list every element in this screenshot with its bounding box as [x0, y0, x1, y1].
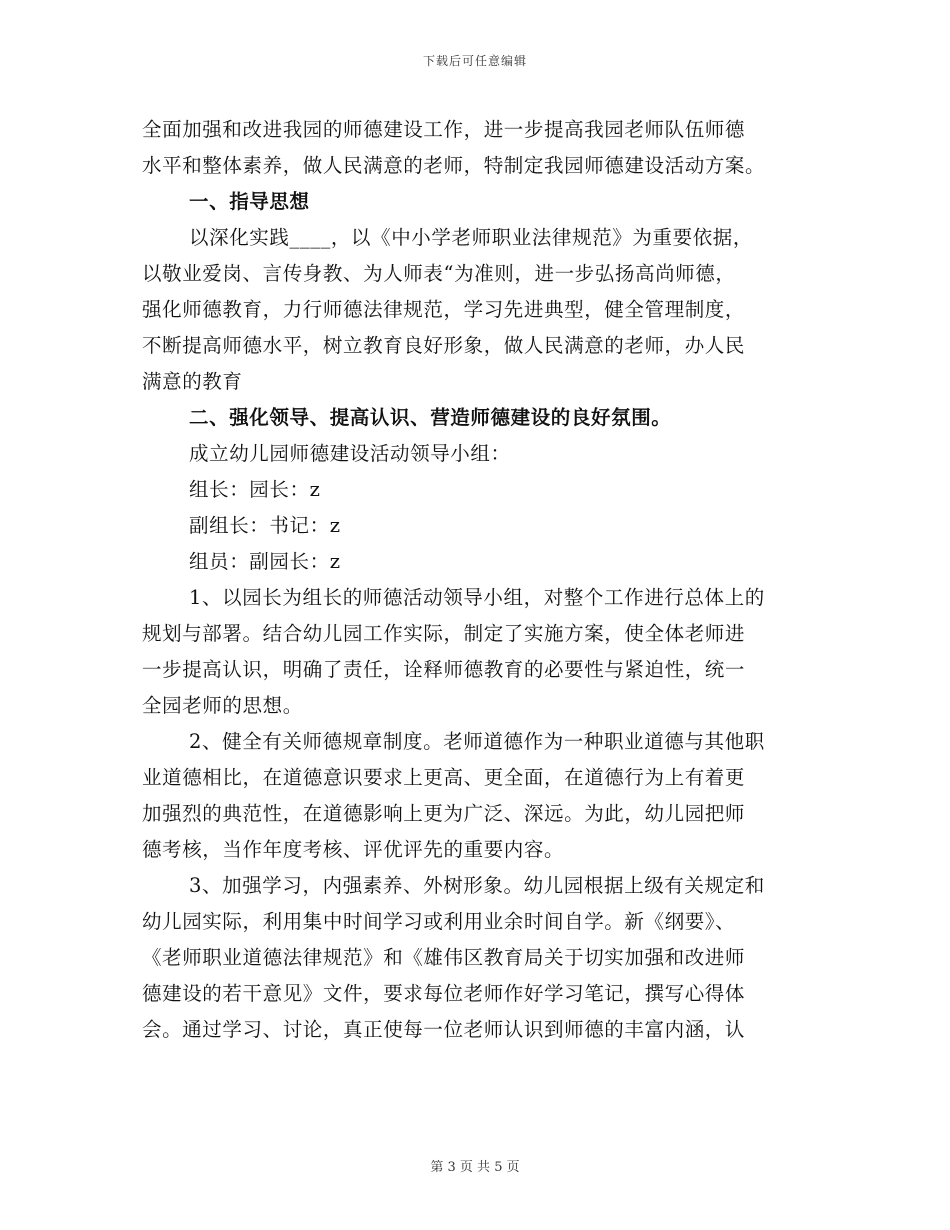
- text-line: 以深化实践____，以《中小学老师职业法律规范》为重要依据，: [189, 226, 754, 249]
- text-line: 业道德相比，在道德意识要求上更高、更全面，在道德行为上有着更: [142, 766, 746, 789]
- text-line: 一步提高认识，明确了责任，诠释师德教育的必要性与紧迫性，统一: [142, 658, 746, 681]
- text-line: 以敬业爱岗、言传身教、为人师表“为准则，进一步弘扬高尚师德，: [142, 262, 736, 285]
- text-line: 规划与部署。结合幼儿园工作实际，制定了实施方案，使全体老师进: [142, 622, 746, 645]
- document-body: [142, 112, 810, 1048]
- text-line: 组长：园长：z: [189, 478, 321, 501]
- text-line: 1、以园长为组长的师德活动领导小组，对整个工作进行总体上的: [189, 586, 765, 609]
- page-header: 下载后可任意编辑: [422, 54, 527, 68]
- text-line: 组员：副园长：z: [189, 550, 341, 573]
- text-line: 3、加强学习，内强素养、外树形象。幼儿园根据上级有关规定和: [189, 874, 765, 897]
- text-line: 《老师职业道德法律规范》和《雄伟区教育局关于切实加强和改进师: [142, 946, 746, 969]
- text-line: 全面加强和改进我园的师德建设工作，进一步提高我园老师队伍师德: [142, 118, 746, 141]
- text-line: 德考核，当作年度考核、评优评先的重要内容。: [142, 838, 565, 861]
- text-line: 加强烈的典范性，在道德影响上更为广泛、深远。为此，幼儿园把师: [142, 802, 746, 825]
- text-line: 不断提高师德水平，树立教育良好形象，做人民满意的老师，办人民: [142, 334, 746, 357]
- text-line: 全园老师的思想。: [142, 694, 303, 717]
- section-heading: 一、指导思想: [189, 190, 310, 213]
- text-line: 2、健全有关师德规章制度。老师道德作为一种职业道德与其他职: [189, 730, 765, 753]
- page-footer: 第 3 页 共 5 页: [430, 1160, 520, 1175]
- text-line: 副组长：书记：z: [189, 514, 341, 537]
- text-line: 德建设的若干意见》文件，要求每位老师作好学习笔记，撰写心得体: [142, 982, 746, 1005]
- text-line: 水平和整体素养，做人民满意的老师，特制定我园师德建设活动方案。: [142, 154, 766, 177]
- text-line: 满意的教育: [142, 370, 243, 393]
- text-line: 成立幼儿园师德建设活动领导小组：: [189, 442, 511, 465]
- text-line: 强化师德教育，力行师德法律规范，学习先进典型，健全管理制度，: [142, 298, 746, 321]
- text-line: 幼儿园实际，利用集中时间学习或利用业余时间自学。新《纲要》、: [142, 910, 736, 933]
- text-line: 会。通过学习、讨论，真正使每一位老师认识到师德的丰富内涵，认: [142, 1018, 746, 1041]
- section-heading: 二、强化领导、提高认识、营造师德建设的良好氛围。: [189, 406, 672, 429]
